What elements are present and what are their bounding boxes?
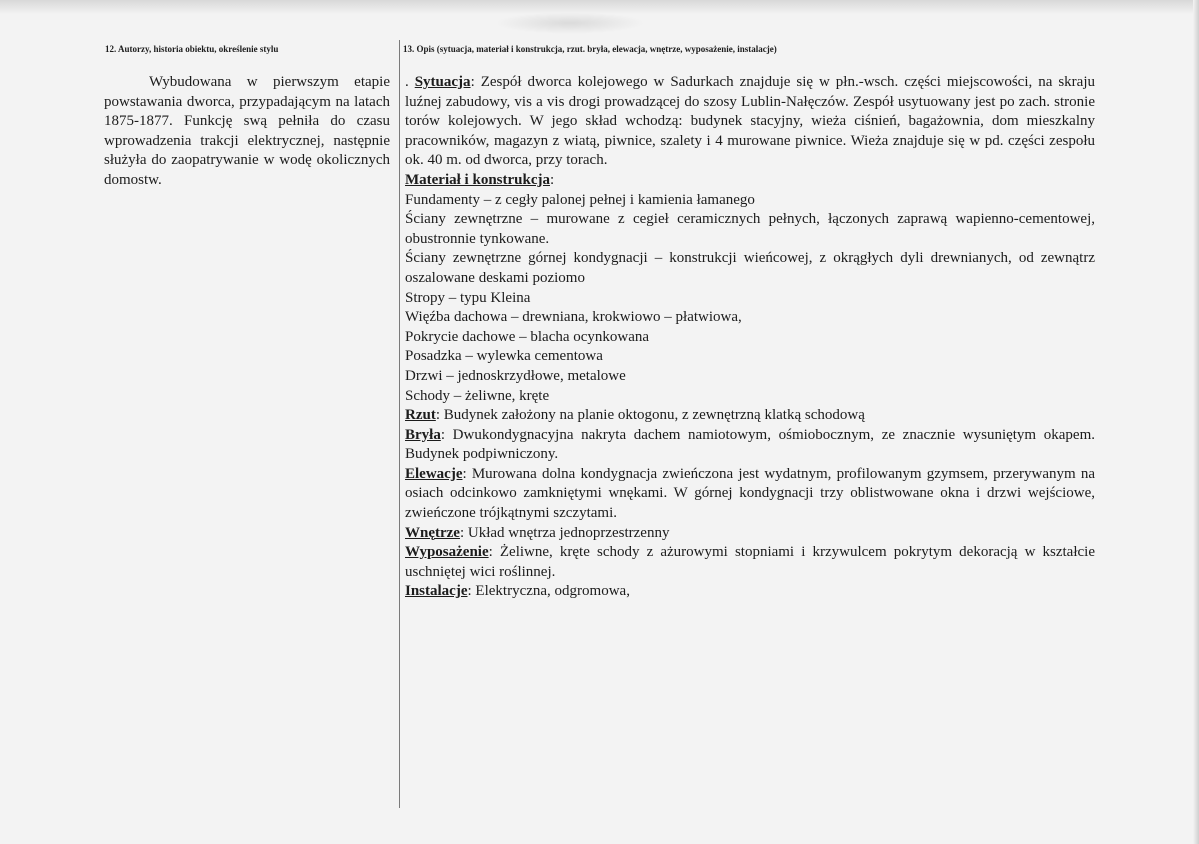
history-section (104, 73, 390, 191)
material-line: Ściany zewnętrzne – murowane z cegieł ceramicznych pełnych, łączonych zaprawą wapienno-cementowej, obustronnie tynkowane. (405, 211, 1095, 247)
scan-smudge (495, 12, 645, 34)
material-line: Posadzka – wylewka cementowa (405, 348, 603, 365)
elewacje-paragraph (405, 465, 1095, 524)
history-text: Wybudowana w pierwszym etapie powstawania dworca, przypadającym na latach 1875-1877. Funkcję swą pełniła do czasu wprowadzenia trakcji elektrycznej, następnie służyła do zaopatrywanie w wodę okolicznych domostw. (104, 74, 390, 188)
material-line: Fundamenty – z cegły palonej pełnej i kamienia łamanego (405, 191, 755, 208)
material-label: Materiał i konstrukcja (405, 171, 550, 188)
wnetrze-label: Wnętrze (405, 524, 460, 541)
wyposazenie-text: : Żeliwne, kręte schody z ażurowymi stopniami i krzywulcem pokrytym dekoracją w kształcie uschniętej wici roślinnej. (405, 544, 1095, 580)
elewacje-text: : Murowana dolna kondygnacja zwieńczona jest wydatnym, profilowanym gzymsem, przerywanym na osiach odcinkowo zamkniętymi wnękami. W górnej kondygnacji trzy oblistwowane okna i drzwi wejściowe, zwieńczone trójkątnymi szczytami. (405, 465, 1095, 522)
rzut-text: : Budynek założony na planie oktogonu, z zewnętrzną klatką schodową (435, 407, 865, 424)
instalacje-paragraph (405, 582, 1095, 602)
sytuacja-prefix: . (405, 74, 415, 90)
elewacje-label: Elewacje (405, 465, 463, 482)
wnetrze-paragraph (405, 524, 1095, 544)
rzut-paragraph (405, 406, 1095, 426)
scan-right-edge (1193, 0, 1199, 844)
material-line: Ściany zewnętrzne górnej kondygnacji – konstrukcji wieńcowej, z okrągłych dyli drewnianych, od zewnątrz oszalowane deskami poziomo (405, 250, 1095, 286)
material-line: Więźba dachowa – drewniana, krokwiowo – płatwiowa, (405, 309, 742, 326)
wyposazenie-paragraph (405, 543, 1095, 582)
sytuacja-text: : Zespół dworca kolejowego w Sadurkach znajduje się w płn.-wsch. części miejscowości, na skraju luźnej zabudowy, vis a vis drogi prowadzącej do szosy Lublin-Nałęczów. Zespół usytuowany jest po zach. stronie torów kolejowych. W jego skład wchodzą: budynek stacyjny, wieża ciśnień, bagażownia, dom mieszkalny pracowników, magazyn z wiatą, piwnice, szalety i 4 murowane piwnice. Wieża znajduje się w pd. części zespołu ok. 40 m. od dworca, przy torach. (405, 74, 1095, 169)
material-line: Schody – żeliwne, kręte (405, 387, 550, 404)
instalacje-text: : Elektryczna, odgromowa, (467, 583, 630, 600)
bryla-text: : Dwukondygnacyjna nakryta dachem namiotowym, ośmiobocznym, ze znacznie wysuniętym okapem. Budynek podpiwniczony. (405, 426, 1095, 463)
sytuacja-label: Sytuacja (414, 74, 471, 90)
right-column-header: 13. Opis (sytuacja, materiał i konstrukcja, rzut. bryła, elewacja, wnętrze, wyposażenie, instalacje) (403, 44, 777, 54)
rzut-label: Rzut (405, 407, 436, 424)
bryla-paragraph (405, 426, 1095, 465)
bryla-label: Bryła (405, 426, 441, 443)
material-heading (405, 171, 1095, 191)
left-column-header: 12. Autorzy, historia obiektu, określenie stylu (105, 44, 279, 54)
column-divider (399, 40, 400, 808)
description-section (405, 73, 1095, 602)
material-line: Pokrycie dachowe – blacha ocynkowana (405, 328, 650, 345)
material-line: Stropy – typu Kleina (405, 289, 531, 306)
material-suffix: : (549, 171, 555, 188)
sytuacja-paragraph (405, 73, 1095, 171)
wyposazenie-label: Wyposażenie (405, 544, 489, 561)
instalacje-label: Instalacje (405, 583, 468, 600)
material-line: Drzwi – jednoskrzydłowe, metalowe (405, 367, 626, 384)
wnetrze-text: : Układ wnętrza jednoprzestrzenny (459, 524, 670, 541)
